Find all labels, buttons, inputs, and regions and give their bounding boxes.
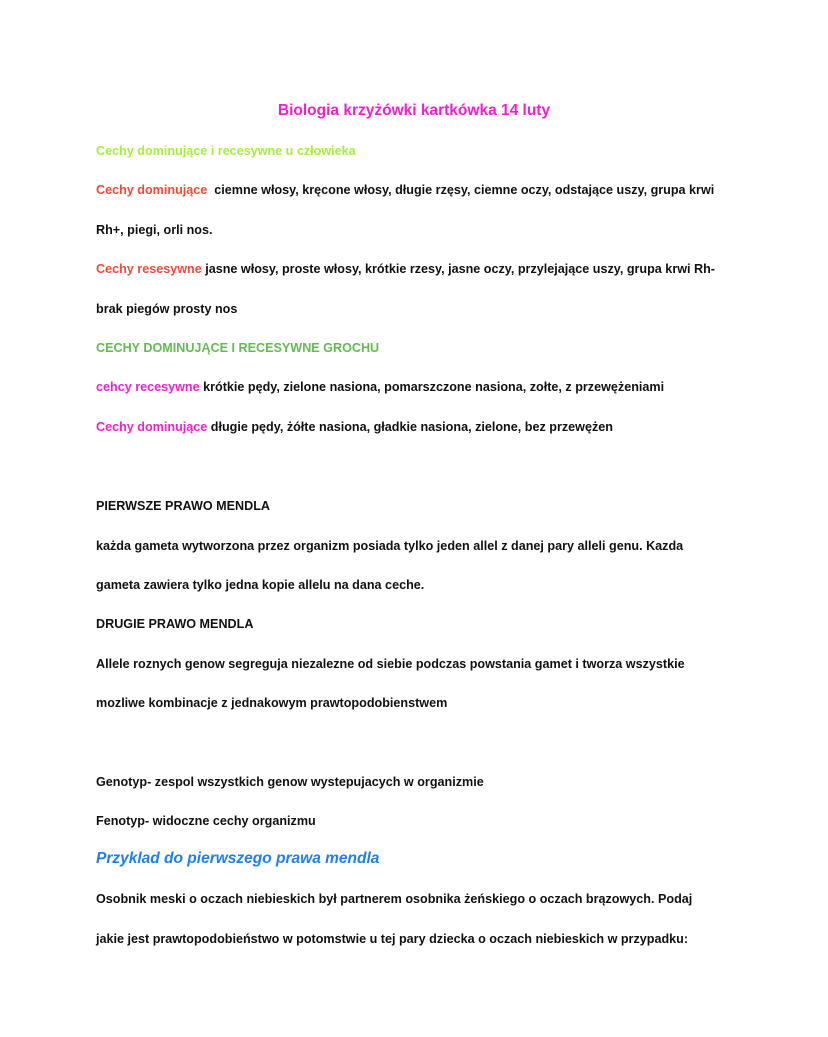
human-dominant-line [96,182,714,198]
human-dominant-cont: Rh+, piegi, orli nos. [96,223,213,237]
document-title: Biologia krzyżówki kartkówka 14 luty [277,102,551,119]
pea-recessive-text: krótkie pędy, zielone nasiona, pomarszczone nasiona, zołte, z przewężeniami [199,380,665,394]
human-recessive-text: jasne włosy, proste włosy, krótkie rzesy, jasne oczy, przylejające uszy, grupa krwi Rh- [201,262,715,276]
example-line1: Osobnik meski o oczach niebieskich był partnerem osobnika żeńskiego o oczach brązowych. Podaj [96,892,693,906]
pea-dominant-text: długie pędy, żółte nasiona, gładkie nasiona, zielone, bez przewężen [207,420,613,434]
human-recessive-label: Cechy resesywne [96,262,202,276]
human-recessive-cont: brak piegów prosty nos [96,302,238,316]
law1-heading: PIERWSZE PRAWO MENDLA [96,499,270,513]
human-recessive-line [96,261,715,277]
human-dominant-text: ciemne włosy, kręcone włosy, długie rzęsy, ciemne oczy, odstające uszy, grupa krwi [207,183,715,197]
law1-line1: każda gameta wytworzona przez organizm posiada tylko jeden allel z danej pary alleli genu. Kazda [96,539,684,553]
pea-dominant-line [96,419,613,435]
pea-dominant-label: Cechy dominujące [96,420,208,434]
law2-line2: mozliwe kombinacje z jednakowym prawtopodobienstwem [96,696,448,710]
genotype-definition: Genotyp- zespol wszystkich genow wystepujacych w organizmie [96,775,484,789]
phenotype-definition: Fenotyp- widoczne cechy organizmu [96,814,316,828]
human-traits-heading: Cechy dominujące i recesywne u człowieka [96,144,356,158]
law1-line2: gameta zawiera tylko jedna kopie allelu na dana ceche. [96,578,425,592]
example-heading: Przyklad do pierwszego prawa mendla [96,850,380,867]
law2-line1: Allele roznych genow segreguja niezalezne od siebie podczas powstania gamet i tworza wszystkie [96,657,685,671]
example-line2: jakie jest prawtopodobieństwo w potomstwie u tej pary dziecka o oczach niebieskich w przypadku: [96,932,689,946]
law2-heading: DRUGIE PRAWO MENDLA [96,617,254,631]
pea-traits-heading: CECHY DOMINUJĄCE I RECESYWNE GROCHU [96,341,380,355]
pea-recessive-label: cehcy recesywne [96,380,200,394]
pea-recessive-line [96,379,664,395]
human-dominant-label: Cechy dominujące [96,183,208,197]
